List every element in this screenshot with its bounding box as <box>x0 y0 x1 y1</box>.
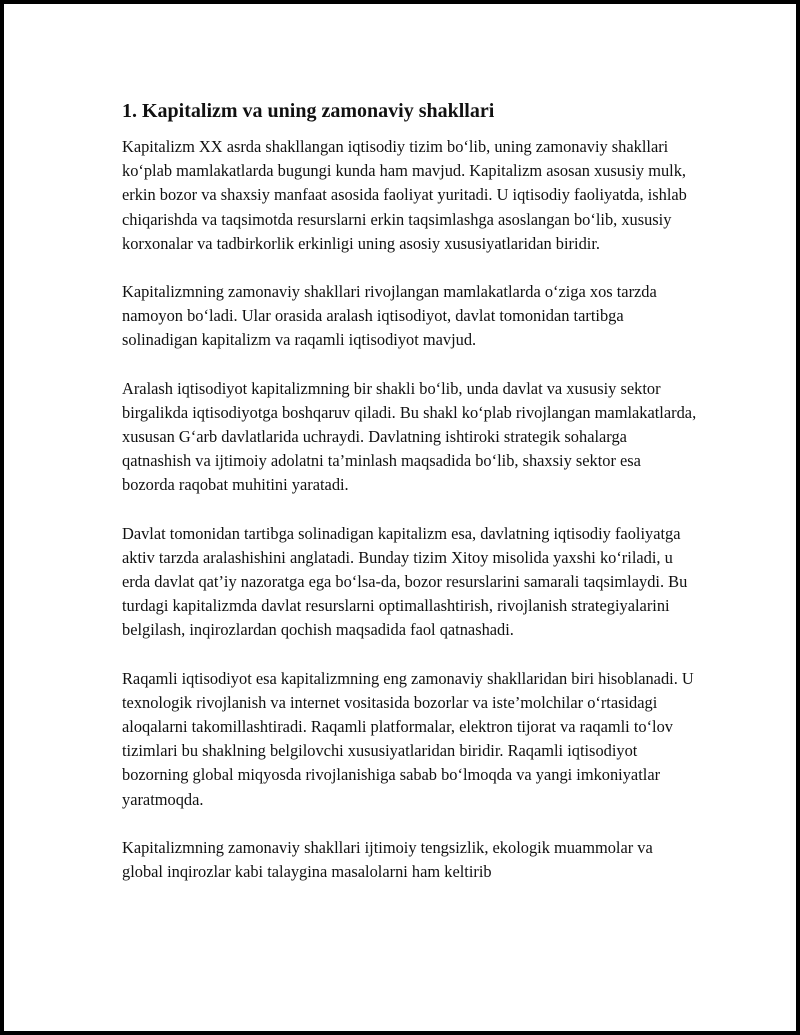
paragraph-1: Kapitalizm XX asrda shakllangan iqtisodiy tizim bo‘lib, uning zamonaviy shakllari ko‘plab mamlakatlarda bugungi kunda ham mavjud. Kapitalizm asosan xususiy mulk, erkin bozor va shaxsiy manfaat asosida faoliyat yuritadi. U iqtisodiy faoliyatda, ishlab chiqarishda va taqsimotda resurslarni erkin taqsimlashga asoslangan bo‘lib, xususiy korxonalar va tadbirkorlik erkinligi uning asosiy xususiyatlaridan biridir. <box>122 137 687 253</box>
paragraph-5: Raqamli iqtisodiyot esa kapitalizmning eng zamonaviy shakllaridan biri hisoblanadi. U texnologik rivojlanish va internet vositasida bozorlar va iste’molchilar o‘rtasidagi aloqalarni takomillashtiradi. Raqamli platformalar, elektron tijorat va raqamli to‘lov tizimlari bu shaklning belgilovchi xususiyatlaridan biridir. Raqamli iqtisodiyot bozorning global miqyosda rivojlanishiga sabab bo‘lmoqda va yangi imkoniyatlar yaratmoqda. <box>122 668 694 809</box>
paragraph-4: Davlat tomonidan tartibga solinadigan kapitalizm esa, davlatning iqtisodiy faoliyatga aktiv tarzda aralashishini anglatadi. Bunday tizim Xitoy misolida yaxshi ko‘riladi, u erda davlat qat’iy nazoratga ega bo‘lsa-da, bozor resurslarini samarali taqsimlaydi. Bu turdagi kapitalizmda davlat resurslarni optimallashtirish, rivojlanish strategiyalarini belgilash, inqirozlardan qochish maqsadida faol qatnashadi. <box>122 523 688 640</box>
paragraph-2: Kapitalizmning zamonaviy shakllari rivojlangan mamlakatlarda o‘ziga xos tarzda namoyon bo‘ladi. Ular orasida aralash iqtisodiyot, davlat tomonidan tartibga solinadigan kapitalizm va raqamli iqtisodiyot mavjud. <box>122 282 657 350</box>
paragraph-6: Kapitalizmning zamonaviy shakllari ijtimoiy tengsizlik, ekologik muammolar va global inqirozlar kabi talaygina masalolarni ham keltirib <box>122 837 653 882</box>
paragraph-3: Aralash iqtisodiyot kapitalizmning bir shakli bo‘lib, unda davlat va xususiy sektor birgalikda iqtisodiyotga boshqaruv qiladi. Bu shakl ko‘plab rivojlangan mamlakatlarda, xususan G‘arb davlatlarida uchraydi. Davlatning ishtiroki strategik sohalarga qatnashish va ijtimoiy adolatni ta’minlash maqsadida bo‘lib, shaxsiy sektor esa bozorda raqobat muhitini yaratadi. <box>122 378 697 495</box>
section-heading: 1. Kapitalizm va uning zamonaviy shakllari <box>122 100 495 122</box>
page-content <box>122 99 697 908</box>
